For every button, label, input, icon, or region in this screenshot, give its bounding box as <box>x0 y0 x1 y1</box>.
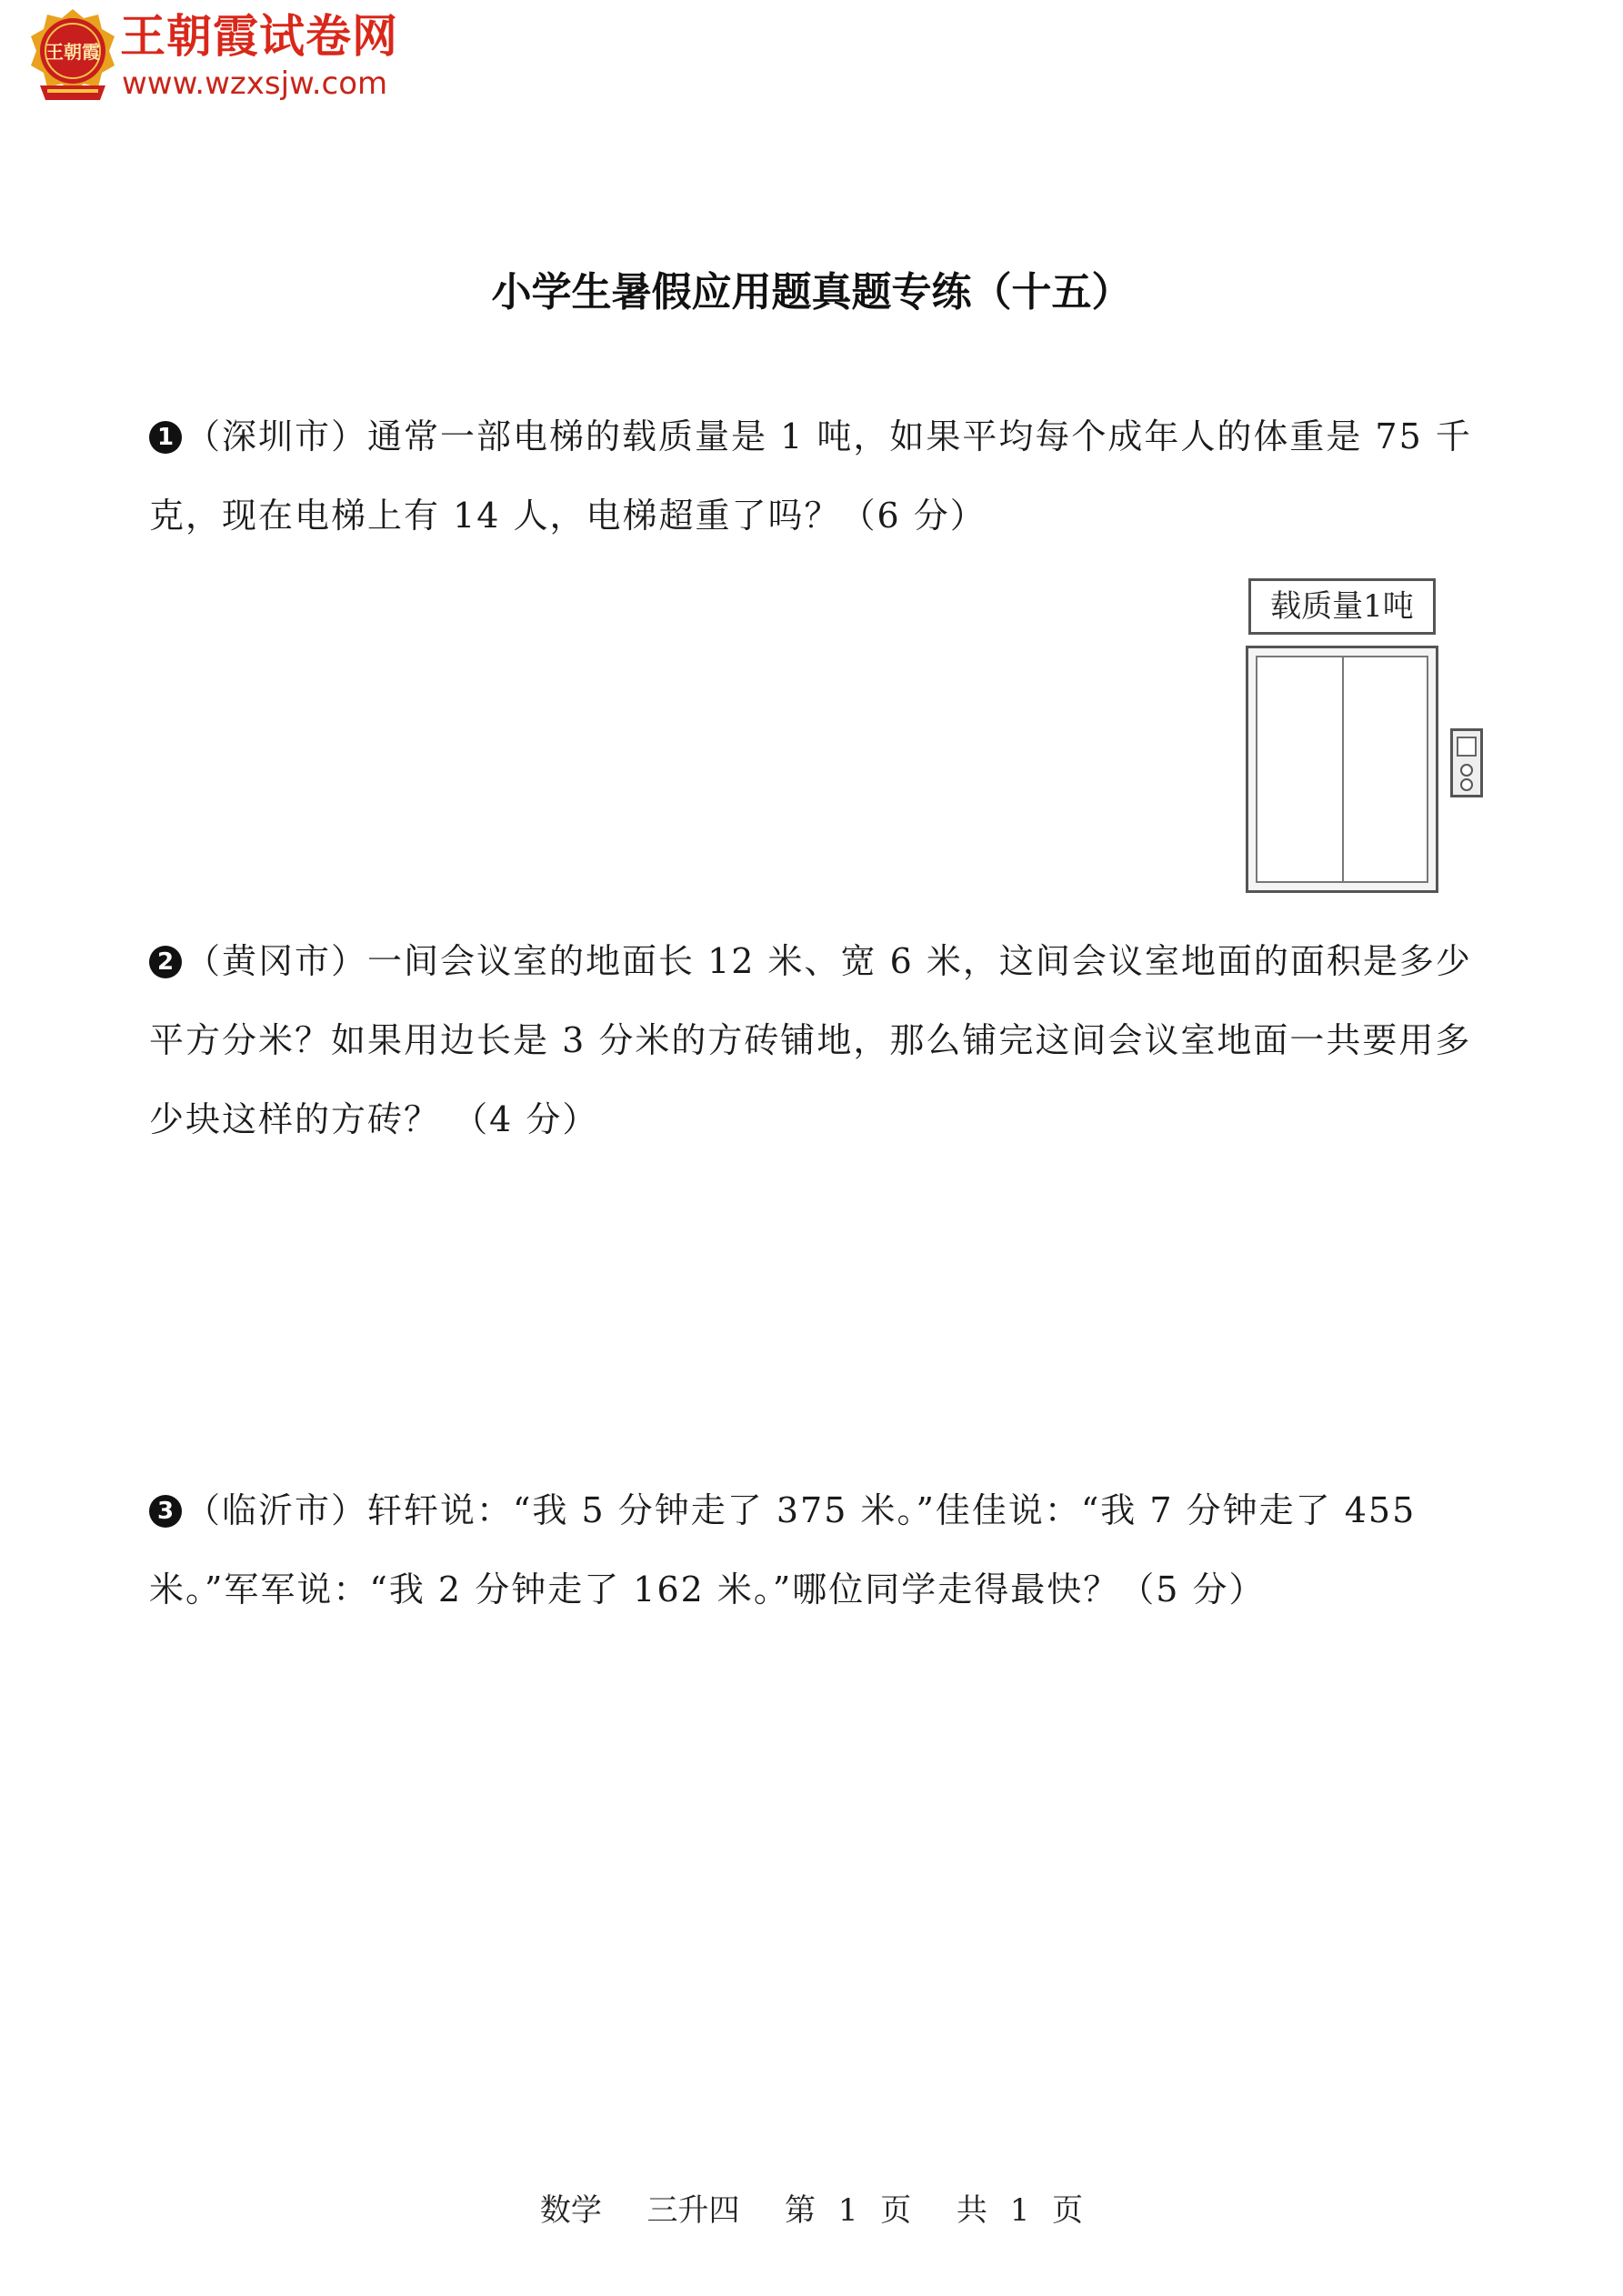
logo-badge-icon <box>27 5 118 104</box>
elevator-button-panel-icon <box>1450 728 1483 797</box>
page-title: 小学生暑假应用题真题专练（十五） <box>491 269 1132 316</box>
elevator-door <box>1256 656 1428 883</box>
question-number-badge: 2 <box>149 946 182 978</box>
site-logo[interactable] <box>27 5 409 104</box>
question-3 <box>149 1471 1495 1629</box>
site-url[interactable]: www.wzxsjw.com <box>122 65 388 102</box>
elevator-capacity-sign: 载质量1吨 <box>1248 578 1436 635</box>
page-footer: 数学 三升四 第 1 页 共 1 页 <box>539 2192 1084 2229</box>
elevator-door-seam <box>1342 657 1344 881</box>
question-text: （深圳市）通常一部电梯的载质量是 1 吨，如果平均每个成年人的体重是 75 千克，现在电梯上有 14 人，电梯超重了吗？（6 分） <box>149 416 1472 536</box>
question-number-badge: 3 <box>149 1495 182 1528</box>
question-number-badge: 1 <box>149 421 182 454</box>
badge-text: 王朝霞 <box>45 41 100 63</box>
question-text: （临沂市）轩轩说：“我 5 分钟走了 375 米。”佳佳说：“我 7 分钟走了 455 米。”军军说：“我 2 分钟走了 162 米。”哪位同学走得最快？（5 分） <box>149 1490 1417 1609</box>
site-name: 王朝霞试卷网 <box>120 10 398 63</box>
question-1 <box>149 397 1495 556</box>
question-2 <box>149 922 1495 1159</box>
question-text: （黄冈市）一间会议室的地面长 12 米、宽 6 米，这间会议室地面的面积是多少平方分米？如果用边长是 3 分米的方砖铺地，那么铺完这间会议室地面一共要用多少块这样的方砖？ （4 分） <box>149 941 1472 1139</box>
elevator-door-illustration <box>1246 646 1438 893</box>
